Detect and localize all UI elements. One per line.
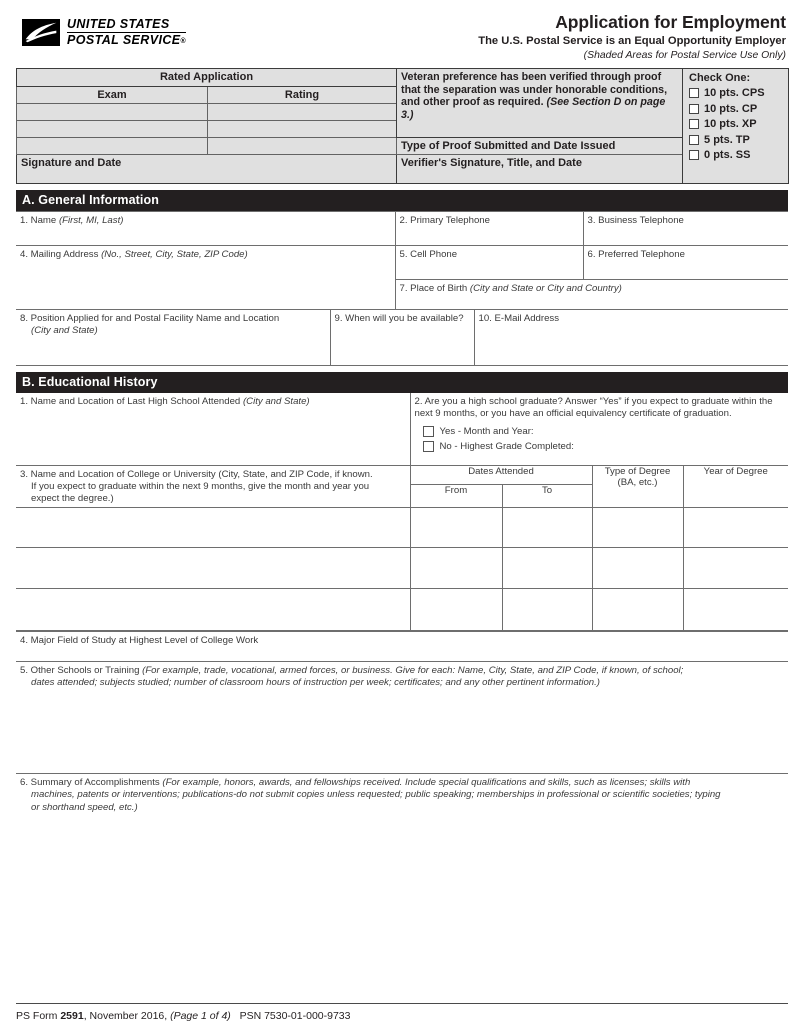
field-high-school-cell[interactable] (16, 393, 410, 465)
checkbox-5-pts-tp[interactable] (689, 135, 699, 145)
veteran-preference-ref: (See Section D on page 3.) (401, 96, 666, 121)
usps-wordmark-line2: POSTAL SERVICE® (67, 33, 187, 47)
checkbox-label-10-cps: 10 pts. CPS (704, 87, 765, 99)
checkbox-0-pts-ss[interactable] (689, 150, 699, 160)
college-from-input-2[interactable] (410, 547, 502, 588)
signature-and-date-label: Signature and Date (21, 157, 122, 169)
shaded-areas-note: (Shaded Areas for Postal Service Use Only) (583, 50, 786, 61)
section-a-table (16, 211, 788, 310)
field-hs-graduate-cell[interactable] (410, 393, 788, 465)
postal-service-use-block (16, 68, 788, 184)
field-college-line2: If you expect to graduate within the next 9 months, give the month and year you (31, 480, 370, 492)
field-business-telephone-cell[interactable] (583, 212, 788, 246)
field-availability-label: 9. When will you be available? (334, 313, 464, 324)
checkbox-hs-no[interactable] (423, 441, 434, 452)
field-college-line3: expect the degree.) (31, 492, 114, 504)
field-major-field-label: 4. Major Field of Study at Highest Level of College Work (20, 634, 259, 646)
field-high-school-hint: (City and State) (242, 396, 310, 407)
usps-wordmark (67, 18, 186, 47)
checkbox-10-pts-cp[interactable] (689, 104, 699, 114)
rated-application-header: Rated Application (17, 69, 397, 87)
checkbox-10-pts-cps[interactable] (689, 88, 699, 98)
form-page (0, 12, 804, 1036)
field-place-of-birth-cell[interactable] (395, 280, 788, 310)
checkbox-hs-yes-label: Yes - Month and Year: (439, 426, 534, 438)
field-mailing-address-label: 4. Mailing Address (20, 249, 99, 260)
college-row-2[interactable] (16, 547, 788, 588)
field-cell-phone-label: 5. Cell Phone (399, 249, 458, 260)
field-high-school-label: 1. Name and Location of Last High School Attended (20, 396, 241, 407)
college-name-input-2[interactable] (16, 547, 410, 588)
official-use-table (16, 68, 789, 184)
rating-row-3-input[interactable] (208, 138, 397, 155)
page-title: Application for Employment (555, 12, 786, 32)
field-name-cell[interactable] (16, 212, 395, 246)
field-name-label: 1. Name (20, 215, 57, 226)
page-subtitle: The U.S. Postal Service is an Equal Opportunity Employer (478, 35, 786, 47)
college-name-input-1[interactable] (16, 507, 410, 547)
hs-graduate-no-row[interactable] (423, 441, 789, 452)
section-a-table-lower (16, 309, 788, 366)
verifier-signature-cell[interactable] (397, 155, 683, 184)
rating-row-2-input[interactable] (208, 121, 397, 138)
field-accomplishments-hint-1: (For example, honors, awards, and fellowships received. Include special qualifications and skills, such as licenses; skills with (162, 776, 691, 788)
section-b-hs-table (16, 393, 788, 466)
checkbox-label-5-tp: 5 pts. TP (704, 133, 750, 146)
checkbox-10-pts-xp[interactable] (689, 119, 699, 129)
checkbox-row-10-cp[interactable] (689, 103, 783, 115)
form-header (16, 12, 788, 64)
exam-row-1-input[interactable] (17, 104, 208, 121)
check-one-title: Check One: (689, 72, 751, 84)
college-row-3[interactable] (16, 588, 788, 630)
usps-eagle-icon (22, 19, 60, 46)
field-position-applied-hint: (City and State) (31, 324, 98, 336)
col-header-from: From (410, 485, 502, 508)
field-place-of-birth-label: 7. Place of Birth (399, 283, 468, 294)
college-year-input-2[interactable] (683, 547, 788, 588)
usps-wordmark-line1: UNITED STATES (67, 18, 186, 33)
college-degree-input-3[interactable] (592, 588, 683, 630)
field-preferred-telephone-cell[interactable] (583, 246, 788, 280)
field-other-schools-cell[interactable] (16, 661, 788, 773)
college-to-input-1[interactable] (502, 507, 592, 547)
field-cell-phone-cell[interactable] (395, 246, 583, 280)
checkbox-row-5-tp[interactable] (689, 134, 783, 146)
checkbox-label-10-xp: 10 pts. XP (704, 118, 757, 130)
college-to-input-2[interactable] (502, 547, 592, 588)
section-a-header: A. General Information (16, 190, 788, 211)
field-primary-telephone-label: 2. Primary Telephone (399, 215, 490, 226)
type-of-proof-label: Type of Proof Submitted and Date Issued (401, 140, 616, 152)
field-accomplishments-hint-2: machines, patents or interventions; publications-do not submit copies unless requested; public speaking; memberships in professional or scientific societies; typing (31, 789, 721, 801)
signature-and-date-cell[interactable] (17, 155, 397, 184)
checkbox-row-10-xp[interactable] (689, 118, 783, 130)
registered-mark-icon: ® (180, 38, 187, 45)
title-block (478, 12, 786, 61)
veteran-preference-text: Veteran preference has been verified through proof that the separation was under honorable conditions, and other proof as required. (401, 71, 668, 109)
rating-row-1-input[interactable] (208, 104, 397, 121)
field-other-schools-hint-1: (For example, trade, vocational, armed forces, or business. Give for each: Name, City, State, and ZIP Code, if known, of school; (142, 664, 684, 676)
field-college-line1: 3. Name and Location of College or University (City, State, and ZIP Code, if known. (20, 468, 373, 480)
form-footer (16, 1003, 788, 1022)
field-other-schools-hint-2: dates attended; subjects studied; number of classroom hours of instruction per week; certificates; and any other pertinent information.) (31, 677, 600, 689)
verifier-signature-label: Verifier's Signature, Title, and Date (401, 157, 582, 169)
field-primary-telephone-cell[interactable] (395, 212, 583, 246)
field-business-telephone-label: 3. Business Telephone (587, 215, 684, 226)
field-name-hint: (First, MI, Last) (58, 215, 124, 226)
checkbox-hs-no-label: No - Highest Grade Completed: (439, 441, 574, 453)
col-header-to: To (502, 485, 592, 508)
checkbox-hs-yes[interactable] (423, 426, 434, 437)
section-b-header: B. Educational History (16, 372, 788, 393)
college-row-1[interactable] (16, 507, 788, 547)
field-email-cell[interactable] (474, 310, 788, 366)
college-degree-input-2[interactable] (592, 547, 683, 588)
checkbox-row-10-cps[interactable] (689, 87, 783, 99)
college-from-input-1[interactable] (410, 507, 502, 547)
exam-row-3-input[interactable] (17, 138, 208, 155)
checkbox-label-10-cp: 10 pts. CP (704, 102, 758, 115)
field-preferred-telephone-label: 6. Preferred Telephone (587, 249, 685, 260)
checkbox-label-0-ss: 0 pts. SS (704, 149, 751, 161)
col-header-year-of-degree: Year of Degree (683, 465, 788, 507)
field-major-field-cell[interactable] (16, 631, 788, 661)
field-mailing-address-hint: (No., Street, City, State, ZIP Code) (101, 249, 248, 260)
field-hs-graduate-question: 2. Are you a high school graduate? Answer “Yes” if you expect to graduate within the next 9 months, or you have an official equivalency certificate of graduation. (414, 396, 773, 420)
check-one-cell (683, 69, 789, 184)
footer-text (16, 1004, 788, 1022)
field-college-cell[interactable] (16, 465, 410, 507)
field-availability-cell[interactable] (330, 310, 474, 366)
col-header-dates-attended: Dates Attended (410, 465, 592, 485)
footer-middle: , November 2016, (83, 1010, 171, 1022)
type-of-proof-cell[interactable] (397, 138, 683, 155)
field-email-label: 10. E-Mail Address (478, 313, 560, 324)
exam-row-2-input[interactable] (17, 121, 208, 138)
college-table (16, 465, 788, 631)
field-accomplishments-cell[interactable] (16, 773, 788, 883)
hs-graduate-yes-row[interactable] (423, 426, 789, 437)
field-place-of-birth-hint: (City and State or City and Country) (469, 283, 622, 294)
college-year-input-1[interactable] (683, 507, 788, 547)
field-mailing-address-cell[interactable] (16, 246, 395, 310)
field-position-applied-label: 8. Position Applied for and Postal Facility Name and Location (20, 313, 280, 324)
college-degree-input-1[interactable] (592, 507, 683, 547)
college-name-input-3[interactable] (16, 588, 410, 630)
college-from-input-3[interactable] (410, 588, 502, 630)
footer-psn: PSN 7530-01-000-9733 (239, 1010, 351, 1022)
footer-form-number: 2591 (60, 1010, 84, 1022)
exam-column-header: Exam (17, 87, 208, 104)
col-header-type-of-degree: Type of Degree (BA, etc.) (592, 465, 683, 507)
usps-logo (22, 18, 186, 47)
college-year-input-3[interactable] (683, 588, 788, 630)
footer-prefix: PS Form (16, 1010, 61, 1022)
field-accomplishments-hint-3: or shorthand speed, etc.) (31, 801, 138, 813)
veteran-preference-cell (397, 69, 683, 138)
field-other-schools-label: 5. Other Schools or Training (20, 664, 140, 676)
field-accomplishments-label: 6. Summary of Accomplishments (20, 776, 160, 788)
field-position-applied-cell[interactable] (16, 310, 330, 366)
checkbox-row-0-ss[interactable] (689, 149, 783, 161)
footer-page: (Page 1 of 4) (170, 1010, 231, 1022)
rating-column-header: Rating (208, 87, 397, 104)
college-to-input-3[interactable] (502, 588, 592, 630)
